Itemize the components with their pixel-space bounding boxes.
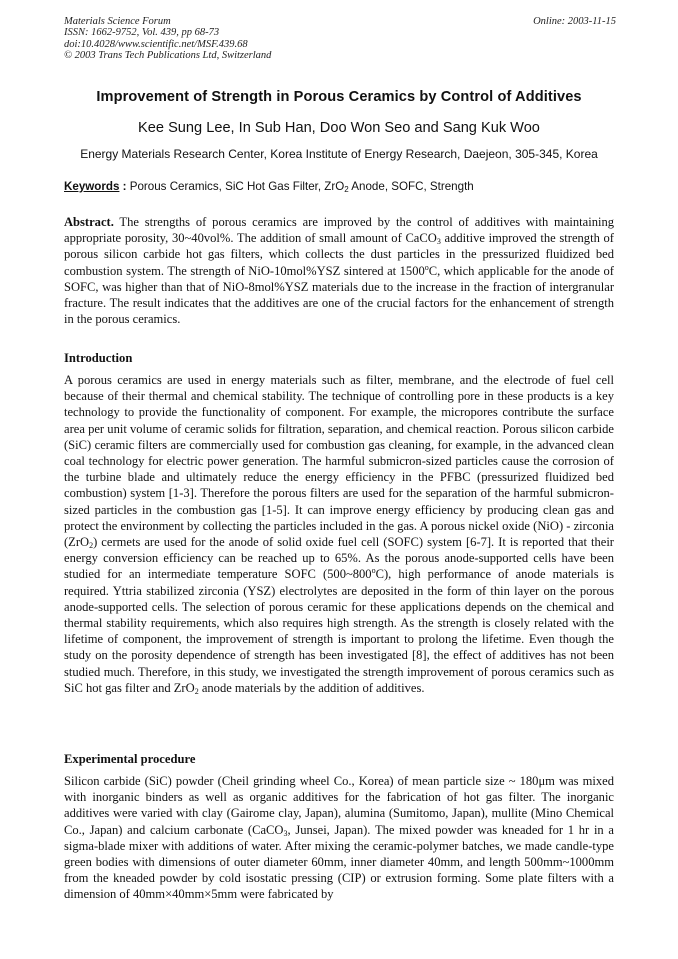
keywords-text: Porous Ceramics, SiC Hot Gas Filter, ZrO — [129, 180, 345, 193]
introduction-text: anode materials by the addition of additives. — [198, 680, 425, 695]
keywords-colon: : — [119, 180, 130, 193]
copyright-line: © 2003 Trans Tech Publications Ltd, Switzerland — [64, 50, 272, 62]
keywords-label: Keywords — [64, 180, 120, 193]
abstract-superscript: o — [424, 262, 429, 272]
abstract-paragraph — [64, 214, 614, 327]
affiliation: Energy Materials Research Center, Korea Institute of Energy Research, Daejeon, 305-345, Korea — [80, 147, 598, 161]
abstract-text: C, which applicable for the anode of SOFC, was higher than that of NiO-8mol%YSZ materials due to the increase in the fraction of intergranular fracture. The result indicates that the additives are one of the crucial factors for the enhancement of strength in the porous ceramics. — [64, 263, 614, 327]
experimental-heading: Experimental procedure — [64, 752, 196, 766]
introduction-superscript: o — [371, 566, 376, 576]
journal-name: Materials Science Forum — [64, 16, 171, 27]
experimental-paragraph — [64, 773, 614, 903]
introduction-text: A porous ceramics are used in energy materials such as filter, membrane, and the electrode of fuel cell because of their thermal and chemical stability. The technique of controlling pore in these products is a key technology to provide the functionality of component. For example, the micropores contribute the surface area per unit volume of ceramic solids for filtration, separation, and chemical reaction. Porous silicon carbide (SiC) ceramic filters are commercially used for combustion gas cleaning, for example, in the advanced clean coal technology for electric power generation. The harmful submicron-sized particles cause the corrosion of the turbine blade and ultimately reduce the energy efficiency in the PFBC (pressurized fluidized bed combustion) system [1-3]. Therefore the porous filters are used for the separation of the harmful submicron-sized particles in the combustion gas [1-5]. It can improve energy efficiency by producing clean gas and protect the environment by collecting the particles included in the gas. A porous nickel oxide (NiO) - zirconia (ZrO — [64, 373, 614, 550]
introduction-text: ) cermets are used for the anode of solid oxide fuel cell (SOFC) system [6-7]. It is reported that their energy conversion efficiency can be reached up to 65%. As the porous anode-supported cells have been studied for an intermediate temperature SOFC (500~800 — [64, 535, 614, 582]
introduction-subscript: 2 — [89, 541, 94, 551]
keywords-text-end: Anode, SOFC, Strength — [348, 180, 474, 193]
online-date: Online: 2003-11-15 — [533, 16, 616, 27]
abstract-label: Abstract. — [64, 215, 114, 229]
experimental-subscript: 3 — [283, 828, 288, 838]
introduction-heading: Introduction — [64, 351, 133, 365]
keywords-line — [64, 180, 624, 193]
journal-header — [64, 16, 616, 62]
experimental-text: , Junsei, Japan). The mixed powder was kneaded for 1 hr in a sigma-blade mixer with additions of water. After mixing the ceramic-polymer batches, we made candle-type green bodies with dimensions of outer diameter 60mm, inner diameter 40mm, and length 500mm~1000mm from the kneaded powder by cold isostatic pressing (CIP) or extrusion forming. Some plate filters with a dimension of 40mm×40mm×5mm were fabricated by — [64, 822, 614, 902]
introduction-text: C), high performance of anode materials is required. Yttria stabilized zirconia (YSZ) electrolytes are deposited in the form of thin layer on the porous anode-supported cells. The selection of porous ceramic for these applications depends on the chemical and thermal stability requirements, which also requires high strength. As the strength is closely related with the lifetime of component, the improvement of strength is important to prolong the lifetime. Even though the study on the porosity dependence of strength has been investigated [8], the effect of additives has not been studied much. Therefore, in this study, we investigated the strength improvement of porous ceramics such as SiC hot gas filter and ZrO — [64, 567, 614, 695]
abstract-text: The strengths of porous ceramics are improved by the control of additives with maintaining appropriate porosity, 30~40vol%. The addition of small amount of CaCO — [64, 215, 614, 246]
experimental-text: Silicon carbide (SiC) powder (Cheil grinding wheel Co., Korea) of mean particle size ~ 180μm was mixed with inorganic binders as well as organic additives for the fabrication of hot gas filter. The inorganic additives were varied with clay (Gairome clay, Japan), alumina (Sumitomo, Japan), mullite (Mino Chemical Co., Japan) and calcium carbonate (CaCO — [64, 774, 614, 837]
abstract-text: additive improved the strength of porous silicon carbide hot gas filters, which collects the dust particles in the pressurized fluidized bed combustion system. The strength of NiO-10mol%YSZ sintered at 1500 — [64, 231, 614, 278]
doi-line[interactable]: doi:10.4028/www.scientific.net/MSF.439.68 — [64, 38, 248, 50]
abstract-subscript: 3 — [436, 237, 441, 247]
author-list: Kee Sung Lee, In Sub Han, Doo Won Seo and Sang Kuk Woo — [138, 120, 540, 136]
issn-line: ISSN: 1662-9752, Vol. 439, pp 68-73 — [64, 27, 220, 39]
introduction-subscript: 2 — [194, 686, 199, 696]
introduction-paragraph — [64, 372, 614, 696]
keywords-subscript: 2 — [344, 185, 349, 194]
paper-title: Improvement of Strength in Porous Ceramics by Control of Additives — [96, 89, 582, 105]
